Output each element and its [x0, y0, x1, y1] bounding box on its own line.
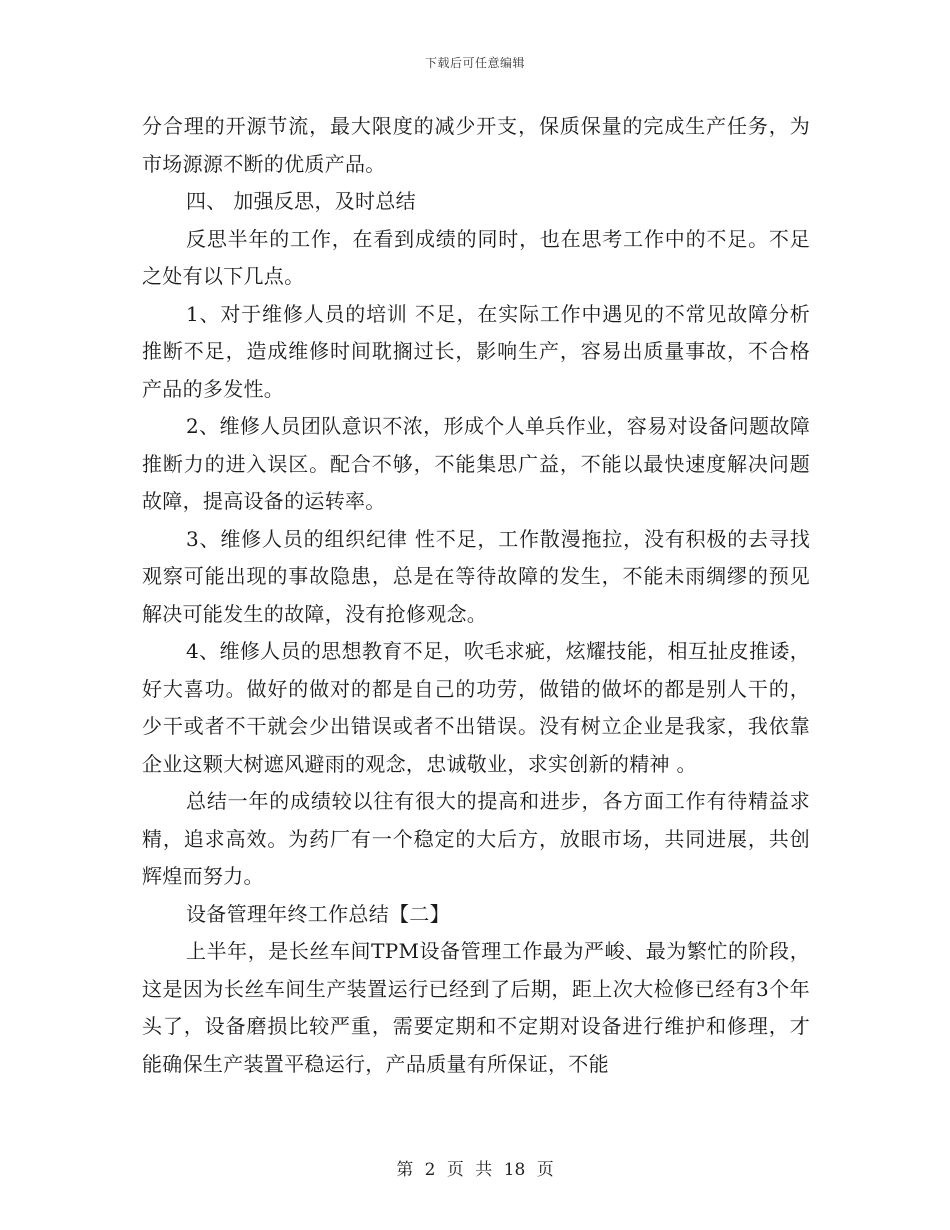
- page-number-footer: 第 2 页 共 18 页: [396, 1160, 554, 1180]
- paragraph-summary: 总结一年的成绩较以往有很大的提高和进步，各方面工作有待精益求精，追求高效。为药厂有一个稳定的大后方，放眼市场，共同进展，共创辉煌而努力。: [142, 789, 810, 888]
- page-header-note: 下载后可任意编辑: [424, 56, 525, 70]
- list-item-3: 3、维修人员的组织纪律 性不足，工作散漫拖拉，没有积极的去寻找观察可能出现的事故隐患，总是在等待故障的发生，不能未雨绸缪的预见解决可能发生的故障，没有抢修观念。: [142, 526, 810, 626]
- paragraph-first-half-year: 上半年，是长丝车间TPM设备管理工作最为严峻、最为繁忙的阶段，这是因为长丝车间生产装置运行已经到了后期，距上次大检修已经有3个年头了，设备磨损比较严重，需要定期和不定期对设备进行维护和修理，才能确保生产装置平稳运行，产品质量有所保证，不能: [142, 939, 810, 1076]
- list-item-1: 1、对于维修人员的培训 不足，在实际工作中遇见的不常见故障分析推断不足，造成维修时间耽搁过长，影响生产，容易出质量事故，不合格产品的多发性。: [142, 301, 810, 401]
- section-title-two: 设备管理年终工作总结【二】: [186, 901, 450, 926]
- document-body: [142, 108, 810, 1083]
- list-item-4: 4、维修人员的思想教育不足，吹毛求疵，炫耀技能，相互扯皮推诿，好大喜功。做好的做对的都是自己的功劳，做错的做坏的都是别人干的，少干或者不干就会少出错误或者不出错误。没有树立企业是我家，我依靠企业这颗大树遮风避雨的观念，忠诚敬业，求实创新的精神 。: [142, 639, 810, 776]
- list-item-2: 2、维修人员团队意识不浓，形成个人单兵作业，容易对设备问题故障推断力的进入误区。配合不够，不能集思广益，不能以最快速度解决问题故障，提高设备的运转率。: [142, 414, 810, 513]
- paragraph-continuation: 分合理的开源节流，最大限度的减少开支，保质保量的完成生产任务，为市场源源不断的优质产品。: [142, 114, 810, 176]
- section-heading-four: 四、 加强反思，及时总结: [186, 189, 416, 213]
- paragraph-reflection: 反思半年的工作，在看到成绩的同时，也在思考工作中的不足。不足之处有以下几点。: [142, 226, 810, 288]
